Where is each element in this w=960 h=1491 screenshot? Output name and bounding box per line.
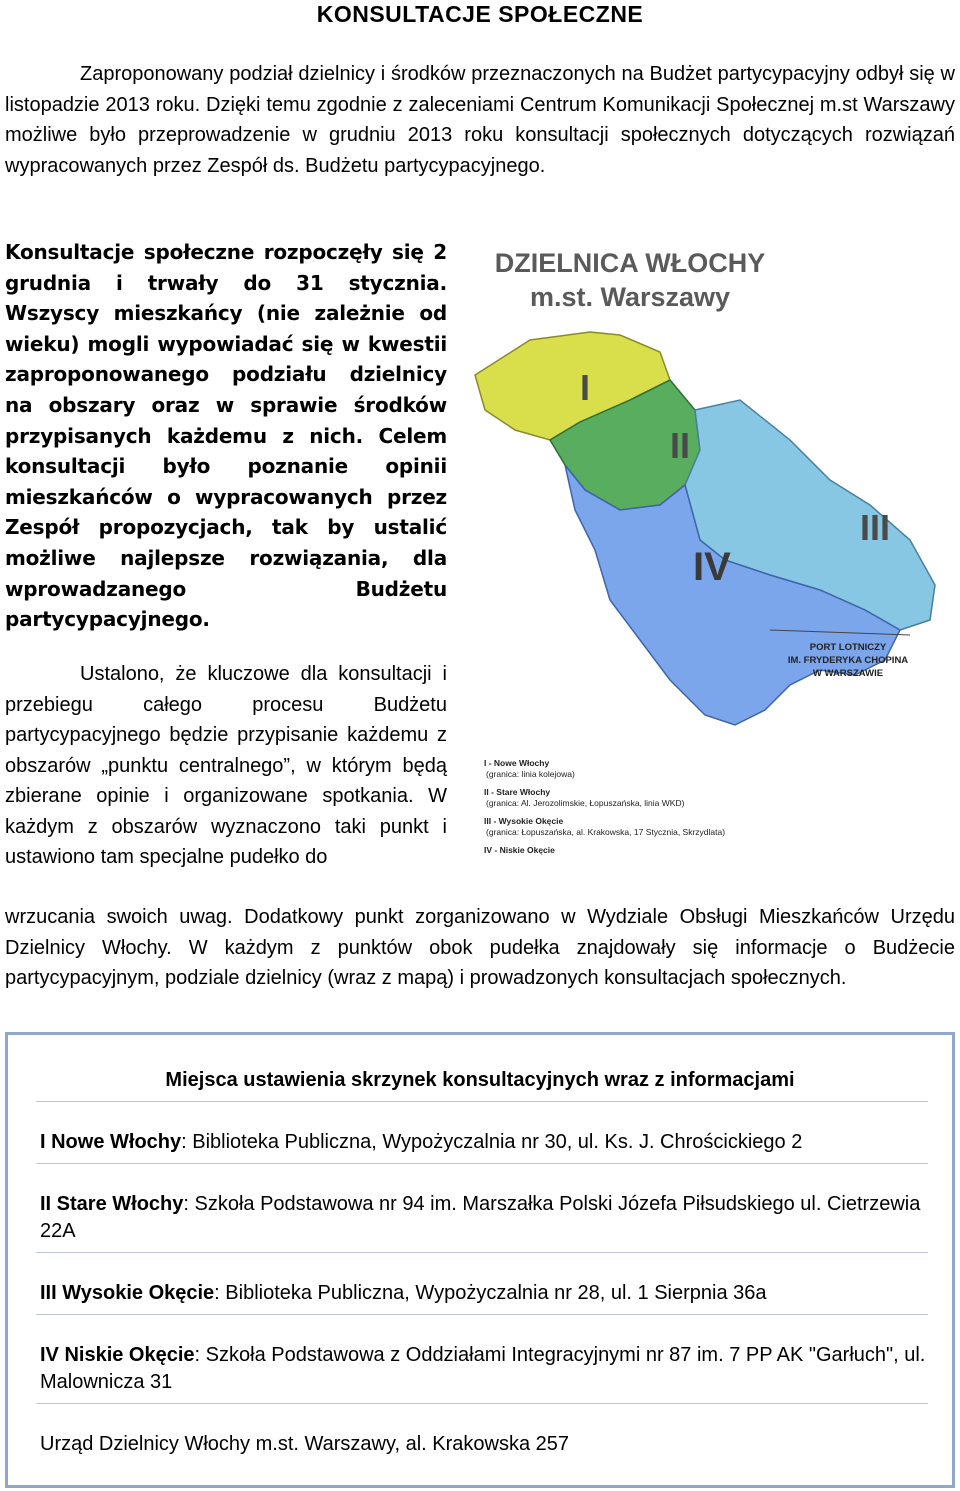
legend-item-2-name: II - Stare Włochy xyxy=(484,787,551,797)
district-map-svg xyxy=(470,240,960,880)
location-text-2: : Szkoła Podstawowa nr 94 im. Marszałka Polski Józefa Piłsudskiego ul. Cietrzewia 22A xyxy=(40,1193,921,1242)
map-title-line2: m.st. Warszawy xyxy=(529,282,731,312)
divider xyxy=(36,1403,928,1404)
location-text-4: : Szkoła Podstawowa z Oddziałami Integracyjnymi nr 87 im. 7 PP AK "Garłuch", ul. Malownicza 31 xyxy=(40,1344,926,1393)
divider xyxy=(36,1163,928,1164)
district-map xyxy=(470,240,960,880)
legend-item-2-desc: (granica: Al. Jerozolimskie, Łopuszańska, linia WKD) xyxy=(486,798,685,808)
intro-paragraph: Zaproponowany podział dzielnicy i środków przeznaczonych na Budżet partycypacyjny odbył się w listopadzie 2013 roku. Dzięki temu zgodnie z zaleceniami Centrum Komunikacji Społecznej m.st Warszawy możliwe było przeprowadzenie w grudniu 2013 roku konsultacji społecznych dotyczących rozwiązań wypracowanych przez Zespół ds. Budżetu partycypacyjnego. xyxy=(5,63,955,177)
location-entry-4 xyxy=(40,1342,930,1396)
region-label-3: III xyxy=(860,507,891,548)
location-name-1: I Nowe Włochy xyxy=(40,1131,182,1153)
airport-label-line2: IM. FRYDERYKA CHOPINA xyxy=(787,655,909,666)
consultation-dates-paragraph: Konsultacje społeczne rozpoczęły się 2 grudnia i trwały do 31 stycznia. Wszyscy mieszkańcy (nie zależnie od wieku) mogli wypowiadać się w kwestii zaproponowanego podziału dzielnicy na obszary oraz w sprawie środków przypisanych każdemu z nich. Celem konsultacji było poznanie opinii mieszkańców o wypracowanych przez Zespół propozycjach, tak by ustalić możliwe najlepsze rozwiązania, dla wprowadzanego Budżetu partycypacyjnego. xyxy=(5,240,447,632)
map-legend xyxy=(484,758,725,855)
region-label-4: IV xyxy=(693,545,731,589)
page-title: KONSULTACJE SPOŁECZNE xyxy=(316,1,644,27)
location-entry-1 xyxy=(40,1129,930,1156)
airport-label-line3: W WARSZAWIE xyxy=(812,668,884,679)
location-text-5: Urząd Dzielnicy Włochy m.st. Warszawy, al. Krakowska 257 xyxy=(40,1433,570,1455)
location-text-3: : Biblioteka Publiczna, Wypożyczalnia nr 28, ul. 1 Sierpnia 36a xyxy=(214,1282,767,1304)
location-entry-2 xyxy=(40,1191,930,1245)
legend-item-1-desc: (granica: linia kolejowa) xyxy=(486,769,575,779)
airport-label-line1: PORT LOTNICZY xyxy=(809,642,887,653)
region-label-1: I xyxy=(580,367,591,408)
location-entry-3 xyxy=(40,1280,930,1307)
location-name-4: IV Niskie Okęcie xyxy=(40,1344,195,1366)
legend-item-3-name: III - Wysokie Okęcie xyxy=(484,816,564,826)
central-point-paragraph: Ustalono, że kluczowe dla konsultacji i przebiegu całego procesu Budżetu partycypacyjnego będzie przypisanie każdemu z obszarów „punktu centralnego”, w którym będą zbierane opinie i organizowane spotkania. W każdym z obszarów wyznaczono taki punkt i ustawiono tam specjalne pudełko do xyxy=(5,663,447,868)
divider xyxy=(36,1252,928,1253)
legend-item-4-name: IV - Niskie Okęcie xyxy=(484,845,555,855)
locations-box-title: Miejsca ustawienia skrzynek konsultacyjnych wraz z informacjami xyxy=(165,1069,795,1091)
locations-box xyxy=(5,1032,955,1488)
region-label-2: II xyxy=(670,425,691,466)
legend-item-3-desc: (granica: Łopuszańska, al. Krakowska, 17 Stycznia, Skrzydlata) xyxy=(486,827,726,837)
location-text-1: : Biblioteka Publiczna, Wypożyczalnia nr 30, ul. Ks. J. Chrościckiego 2 xyxy=(181,1131,803,1153)
divider xyxy=(36,1314,928,1315)
location-entry-5 xyxy=(40,1431,930,1458)
map-title-line1: DZIELNICA WŁOCHY xyxy=(494,248,766,278)
location-name-2: II Stare Włochy xyxy=(40,1193,184,1215)
central-point-paragraph-continued: wrzucania swoich uwag. Dodatkowy punkt zorganizowano w Wydziale Obsługi Mieszkańców Urzędu Dzielnicy Włochy. W każdym z punktów obok pudełka znajdowały się informacje o Budżecie partycypacyjnym, podziale dzielnicy (wraz z mapą) i prowadzonych konsultacjach społecznych. xyxy=(5,906,955,989)
legend-item-1-name: I - Nowe Włochy xyxy=(484,758,550,768)
divider xyxy=(36,1101,928,1102)
location-name-3: III Wysokie Okęcie xyxy=(40,1282,215,1304)
